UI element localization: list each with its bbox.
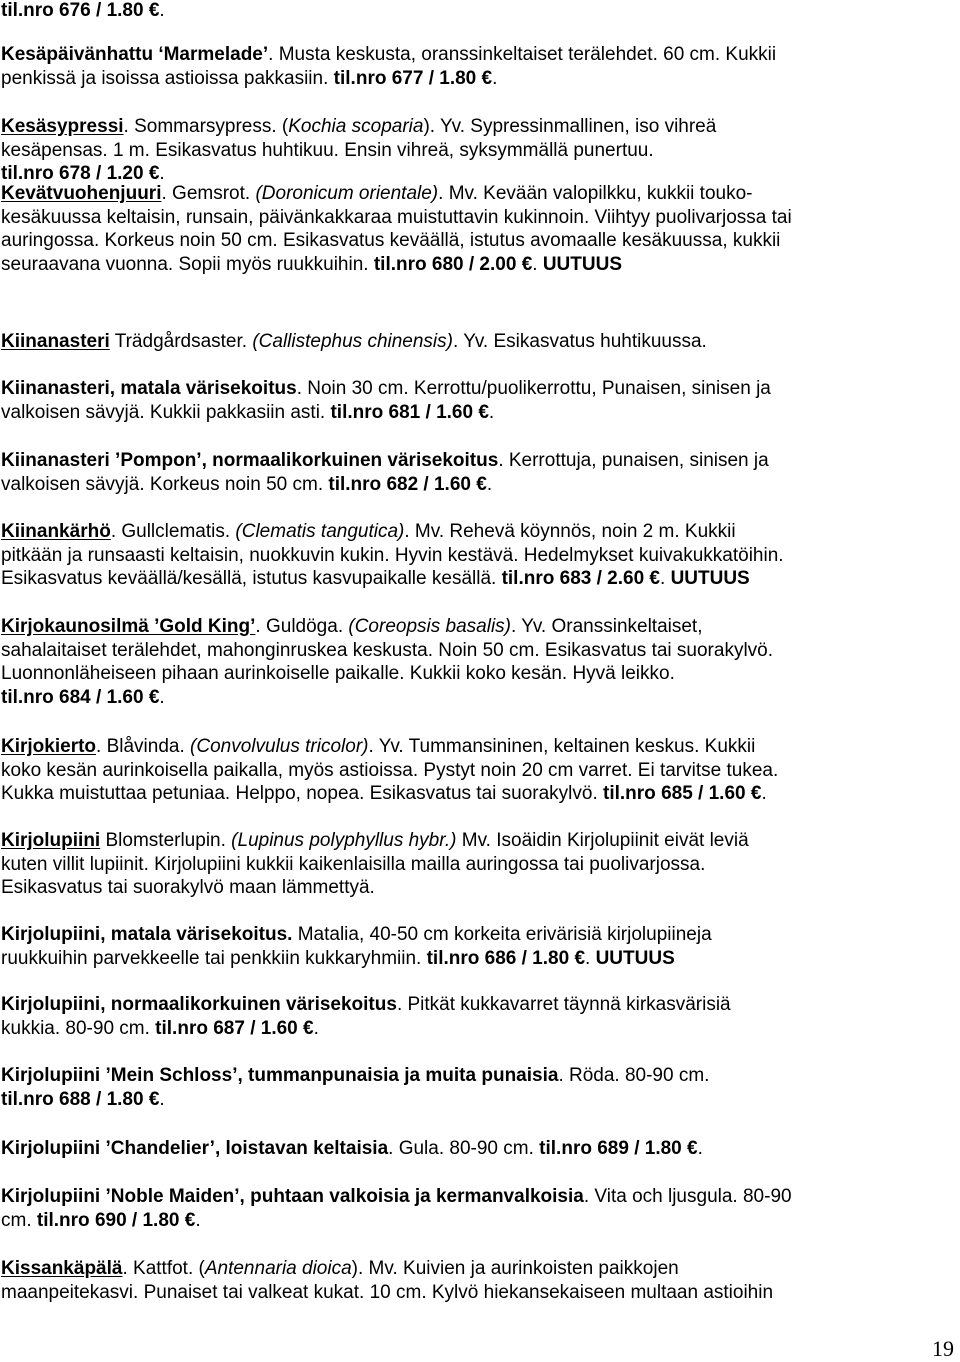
text-run: Esikasvatus tai suorakylvö maan lämmettyä. (1, 877, 375, 899)
text-run: til.nro 678 / 1.20 € (1, 163, 160, 185)
text-run: . Kerrottuja, punaisen, sinisen ja (498, 450, 769, 471)
text-run: . Yv. Tummansininen, keltainen keskus. Kukkii (368, 736, 756, 757)
text-run: til.nro 690 / 1.80 € (36, 1209, 196, 1231)
text-run: . Kattfot. ( (122, 1258, 205, 1279)
text-run: . (488, 401, 495, 423)
text-run: Antennaria dioica (204, 1258, 352, 1279)
text-run: Kirjolupiini, normaalikorkuinen värisekoitus (1, 994, 397, 1015)
text-line (1, 662, 957, 686)
text-line (1, 1185, 957, 1209)
catalog-entry (1, 449, 957, 496)
text-run: ruukkuihin parvekkeelle tai penkkiin kukkaryhmiin. (1, 947, 427, 969)
text-run: Matalia, 40-50 cm korkeita erivärisiä kirjolupiineja (292, 924, 712, 945)
text-run: UUTUUS (670, 568, 750, 590)
text-run: . (492, 67, 498, 89)
catalog-entry (1, 923, 957, 970)
text-run: Kiinanasteri (1, 331, 110, 352)
catalog-entry (1, 43, 957, 90)
text-line (1, 759, 957, 783)
text-run: Kirjokierto (1, 736, 97, 757)
text-run: Kissankäpälä (1, 1258, 123, 1279)
text-run: . (313, 1017, 319, 1039)
text-run: koko kesän aurinkoisella paikalla, myös astioissa. Pystyt noin 20 cm varret. Ei tarvitse tukea. (1, 759, 779, 781)
text-line (1, 229, 957, 253)
text-line (1, 615, 957, 639)
text-run: kesäpensas. 1 m. Esikasvatus huhtikuu. Ensin vihreä, syksymmällä punertuu. (1, 139, 654, 161)
text-run: Kesäpäivänhattu ‘Marmelade’ (1, 44, 269, 65)
text-run: . Guldöga. (255, 616, 349, 637)
text-line (1, 115, 957, 139)
text-line (1, 182, 957, 206)
catalog-entry (1, 829, 957, 900)
catalog-entry (1, 0, 957, 23)
text-run: . (761, 783, 767, 805)
text-run: . Gullclematis. (110, 521, 236, 542)
text-run: Mv. Isoäidin Kirjolupiinit eivät leviä (456, 830, 749, 851)
text-run: Kirjolupiini, matala värisekoitus. (1, 924, 293, 945)
text-run: . (159, 163, 165, 185)
text-run: valkoisen sävyjä. Kukkii pakkasiin asti. (1, 401, 331, 423)
text-run: Kiinanasteri ’Pompon’, normaalikorkuinen värisekoitus (1, 450, 499, 471)
text-run: (Lupinus polyphyllus hybr.) (231, 830, 457, 851)
text-line (1, 993, 957, 1017)
text-run: til.nro 686 / 1.80 € (426, 947, 586, 969)
text-line (1, 43, 957, 67)
text-run: . (585, 947, 596, 969)
text-run: kukkia. 80-90 cm. (1, 1017, 156, 1039)
text-run: ). Yv. Sypressinmallinen, iso vihreä (423, 116, 717, 137)
text-line (1, 639, 957, 663)
text-run: € (148, 0, 160, 21)
text-line (1, 829, 957, 853)
text-run: penkissä ja isoissa astioissa pakkasiin. (1, 67, 334, 89)
catalog-entry (1, 1185, 957, 1232)
text-run: Kiinanasteri, matala värisekoitus (1, 378, 297, 399)
text-run: Esikasvatus keväällä/kesällä, istutus kasvupaikalle kesällä. (1, 568, 502, 590)
text-run: til.nro 685 / 1.60 € (603, 783, 762, 805)
text-run: UUTUUS (595, 947, 675, 969)
text-run: . (159, 0, 165, 21)
text-line (1, 876, 957, 900)
text-run: . (159, 686, 165, 708)
catalog-entry (1, 377, 957, 424)
text-line (1, 544, 957, 568)
text-run: til.nro 688 / 1.80 € (1, 1088, 160, 1110)
text-line (1, 567, 957, 591)
text-line (1, 1257, 957, 1281)
text-run: til.nro 683 / 2.60 € (501, 568, 660, 590)
text-line (1, 947, 957, 971)
text-run: Kesäsypressi (1, 116, 124, 137)
text-line (1, 253, 957, 277)
text-line (1, 473, 957, 497)
text-line (1, 1088, 957, 1112)
catalog-entry (1, 330, 957, 354)
catalog-entry (1, 1137, 957, 1161)
text-run: cm. (1, 1209, 37, 1231)
text-run: . (159, 1088, 165, 1110)
text-run: . (660, 568, 671, 590)
text-run: (Coreopsis basalis) (348, 616, 511, 637)
text-run: . Gemsrot. (161, 183, 256, 204)
text-line (1, 1017, 957, 1041)
text-run: . Blåvinda. (96, 736, 191, 757)
text-run: kuten villit lupiinit. Kirjolupiini kukkii kaikenlaisilla mailla auringossa tai puolivarjossa. (1, 853, 706, 875)
text-run: Blomsterlupin. (100, 830, 232, 851)
text-run: Trädgårdsaster. (109, 331, 253, 352)
text-run: . Noin 30 cm. Kerrottu/puolikerrottu, Punaisen, sinisen ja (296, 378, 771, 399)
catalog-entry (1, 1064, 957, 1111)
text-run: Kevätvuohenjuuri (1, 183, 162, 204)
catalog-entry (1, 182, 957, 276)
text-run: . (486, 473, 493, 495)
text-run: . Yv. Oranssinkeltaiset, (511, 616, 703, 637)
text-line (1, 330, 957, 354)
text-line (1, 686, 957, 710)
text-run: . (697, 1138, 703, 1159)
text-run: (Doronicum orientale) (255, 183, 439, 204)
text-run: UUTUUS (542, 253, 622, 275)
text-run: (Callistephus chinensis) (252, 331, 453, 352)
text-run: pitkään ja runsaasti keltaisin, nuokkuvin kukin. Hyvin kestävä. Hedelmykset kuivakukkatöihin. (1, 544, 784, 566)
text-run: auringossa. Korkeus noin 50 cm. Esikasvatus keväällä, istutus avomaalle kesäkuussa, kukkii (1, 230, 781, 252)
text-line (1, 377, 957, 401)
text-line (1, 1209, 957, 1233)
text-run: Kukka muistuttaa petuniaa. Helppo, nopea. Esikasvatus tai suorakylvö. (1, 783, 604, 805)
text-line (1, 1064, 957, 1088)
text-run: til.nro 689 / 1.80 € (539, 1138, 698, 1159)
text-run: Kirjolupiini ’Noble Maiden’, puhtaan valkoisia ja kermanvalkoisia (1, 1186, 584, 1207)
text-line (1, 139, 957, 163)
text-run: . Röda. 80-90 cm. (558, 1065, 710, 1086)
text-run: til.nro 684 / 1.60 € (1, 686, 160, 708)
text-line (1, 206, 957, 230)
text-run: Kiinankärhö (1, 521, 111, 542)
text-run: seuraavana vuonna. Sopii myös ruukkuihin. (1, 253, 374, 275)
text-run: Kirjokaunosilmä ’Gold King’ (1, 616, 256, 637)
text-run: Luonnonläheiseen pihaan aurinkoiselle paikalle. Kukkii koko kesän. Hyvä leikko. (1, 663, 675, 685)
catalog-entry (1, 1257, 957, 1304)
text-run: til.nro 676 / 1.80 (1, 0, 149, 21)
text-run: (Clematis tangutica) (235, 521, 405, 542)
text-run: . Mv. Rehevä köynnös, noin 2 m. Kukkii (404, 521, 736, 542)
text-run: Kirjolupiini ’Mein Schloss’, tummanpunaisia ja muita punaisia (1, 1065, 559, 1086)
text-run: ). Mv. Kuivien ja aurinkoisten paikkojen (351, 1258, 679, 1279)
text-run: . (532, 253, 543, 275)
text-run: . Vita och ljusgula. 80-90 (583, 1186, 792, 1207)
text-run: (Convolvulus tricolor) (190, 736, 369, 757)
text-run: sahalaitaiset terälehdet, mahonginruskea keskusta. Noin 50 cm. Esikasvatus tai suorakylvö. (1, 639, 774, 661)
text-run: til.nro 677 / 1.80 € (333, 67, 493, 89)
text-run: valkoisen sävyjä. Korkeus noin 50 cm. (1, 473, 329, 495)
text-run: Kochia scoparia (288, 116, 424, 137)
text-line (1, 401, 957, 425)
text-run: . (195, 1209, 201, 1231)
text-line (1, 1137, 957, 1161)
text-line (1, 449, 957, 473)
text-run: . Gula. 80-90 cm. (388, 1138, 540, 1159)
text-line (1, 923, 957, 947)
text-line (1, 1281, 957, 1305)
text-line (1, 782, 957, 806)
text-run: . Mv. Kevään valopilkku, kukkii touko- (438, 183, 753, 204)
catalog-entry (1, 735, 957, 806)
text-run: . Pitkät kukkavarret täynnä kirkasvärisiä (396, 994, 731, 1015)
catalog-entry (1, 520, 957, 591)
text-line (1, 520, 957, 544)
text-run: maanpeitekasvi. Punaiset tai valkeat kukat. 10 cm. Kylvö hiekansekaiseen multaan astioihin (1, 1281, 774, 1303)
text-line (1, 0, 957, 23)
catalog-entry (1, 115, 957, 186)
text-run: til.nro 682 / 1.60 € (328, 473, 487, 495)
text-line (1, 735, 957, 759)
text-run: kesäkuussa keltaisin, runsain, päivänkakkaraa muistuttavin kukinnoin. Viihtyy puolivarjossa tai (1, 206, 792, 228)
page-number: 19 (932, 1336, 954, 1361)
text-run: Kirjolupiini (1, 830, 101, 851)
text-run: Kirjolupiini ’Chandelier’, loistavan keltaisia (1, 1138, 389, 1159)
text-run: . Yv. Esikasvatus huhtikuussa. (453, 331, 707, 352)
catalog-entry (1, 615, 957, 709)
text-run: . Musta keskusta, oranssinkeltaiset terälehdet. 60 cm. Kukkii (268, 44, 777, 65)
text-line (1, 67, 957, 91)
text-run: til.nro 681 / 1.60 € (330, 401, 489, 423)
text-run: til.nro 687 / 1.60 € (155, 1017, 314, 1039)
text-run: . Sommarsypress. ( (123, 116, 289, 137)
text-line (1, 853, 957, 877)
text-run: til.nro 680 / 2.00 € (373, 253, 533, 275)
catalog-entry (1, 993, 957, 1040)
